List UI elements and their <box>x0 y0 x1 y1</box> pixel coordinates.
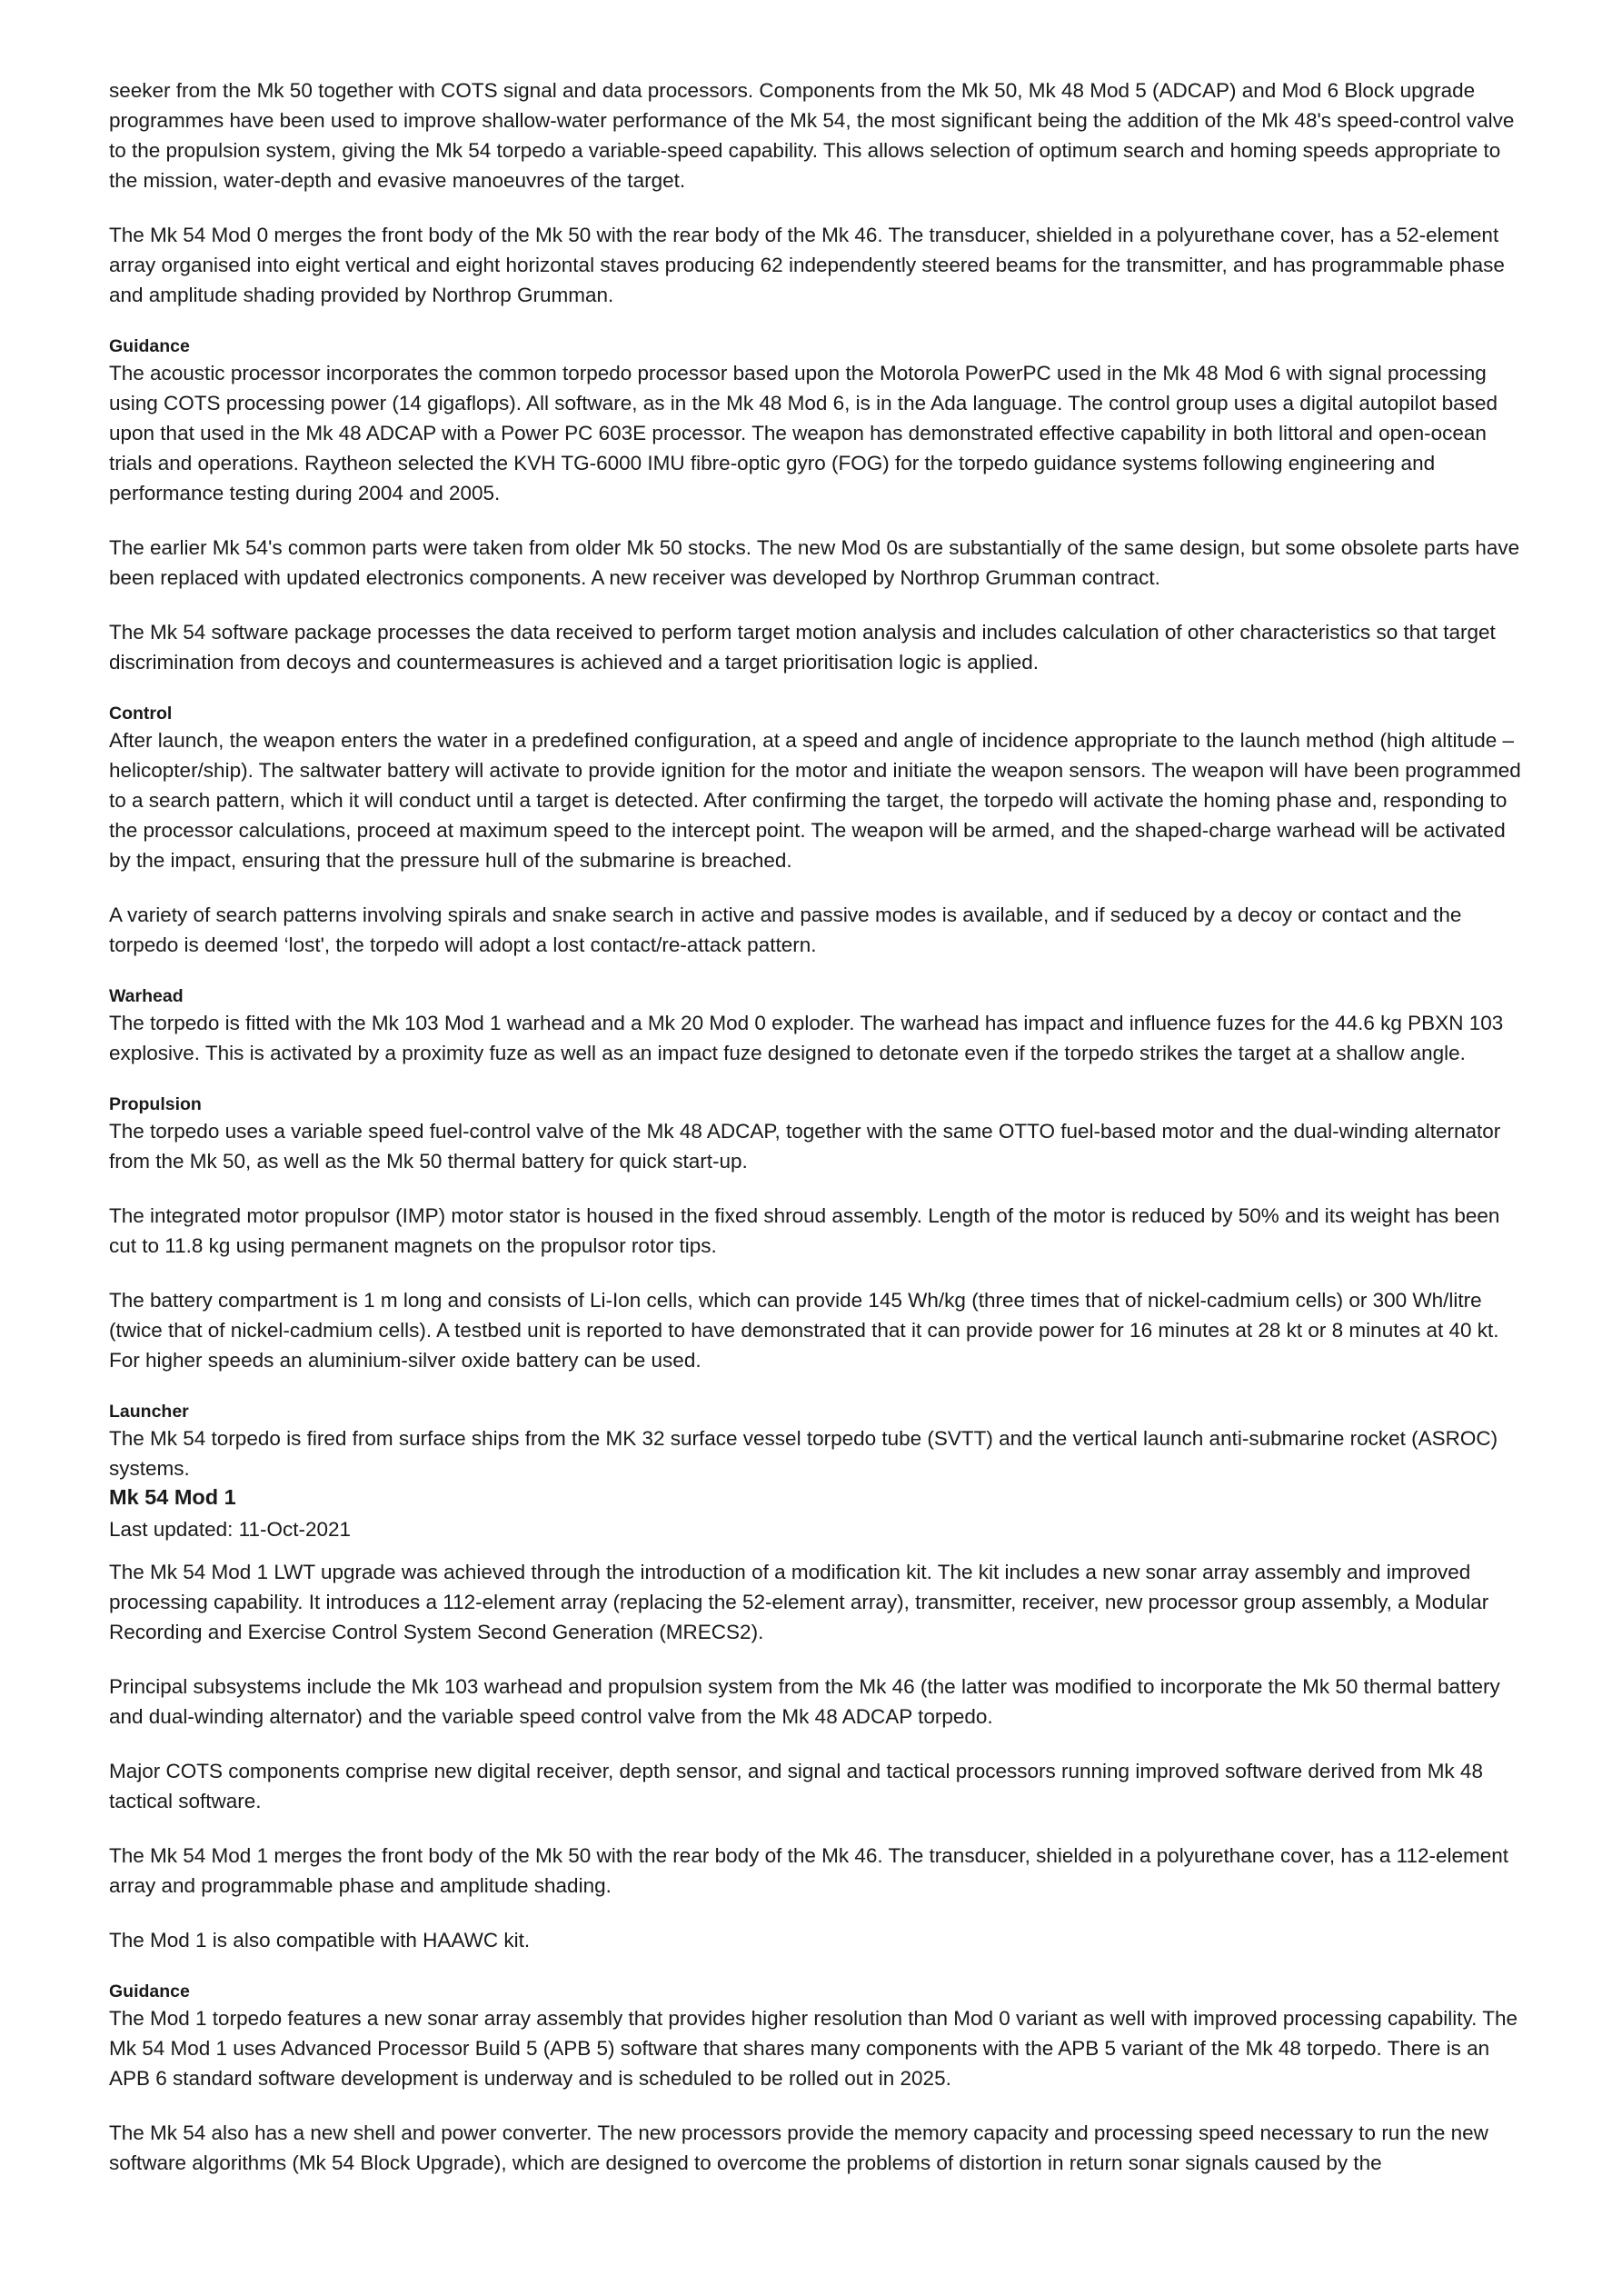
paragraph-launcher: The Mk 54 torpedo is fired from surface ships from the MK 32 surface vessel torpedo tube (SVTT) and the vertical launch anti-submarine rocket (ASROC) systems. <box>109 1427 1498 1480</box>
paragraph-fuel-control: The torpedo uses a variable speed fuel-control valve of the Mk 48 ADCAP, together with the same OTTO fuel-based motor and the dual-winding alternator from the Mk 50, as well as the Mk 50 thermal battery for quick start-up. <box>109 1120 1501 1173</box>
paragraph-principal-subsystems: Principal subsystems include the Mk 103 warhead and propulsion system from the Mk 46 (the latter was modified to incorporate the Mk 50 thermal battery and dual-winding alternator) and the variable speed control valve from the Mk 48 ADCAP torpedo. <box>109 1675 1500 1728</box>
paragraph-mod1-sonar: The Mod 1 torpedo features a new sonar array assembly that provides higher resolution than Mod 0 variant as well with improved processing capability. The Mk 54 Mod 1 uses Advanced Processor Build 5 (APB 5) software that shares many components with the APB 5 variant of the Mk 48 torpedo. There is an APB 6 standard software development is underway and is scheduled to be rolled out in 2025. <box>109 2007 1518 2090</box>
paragraph-mod0-body: The Mk 54 Mod 0 merges the front body of the Mk 50 with the rear body of the Mk 46. The transducer, shielded in a polyurethane cover, has a 52-element array organised into eight vertical and eight horizontal staves producing 62 independently steered beams for the transmitter, and has programmable phase and amplitude shading provided by Northrop Grumman. <box>109 224 1505 306</box>
document-page <box>109 75 1527 2202</box>
paragraph-mod1-body: The Mk 54 Mod 1 merges the front body of the Mk 50 with the rear body of the Mk 46. The transducer, shielded in a polyurethane cover, has a 112-element array and programmable phase and amplitude shading. <box>109 1844 1509 1897</box>
paragraph-acoustic-processor: The acoustic processor incorporates the common torpedo processor based upon the Motorola PowerPC used in the Mk 48 Mod 6 with signal processing using COTS processing power (14 gigaflops). All software, as in the Mk 48 Mod 6, is in the Ada language. The control group uses a digital autopilot based upon that used in the Mk 48 ADCAP with a Power PC 603E processor. The weapon has demonstrated effective capability in both littoral and open-ocean trials and operations. Raytheon selected the KVH TG-6000 IMU fibre-optic gyro (FOG) for the torpedo guidance systems following engineering and performance testing during 2004 and 2005. <box>109 362 1498 504</box>
paragraph-common-parts: The earlier Mk 54's common parts were taken from older Mk 50 stocks. The new Mod 0s are substantially of the same design, but some obsolete parts have been replaced with updated electronics components. A new receiver was developed by Northrop Grumman contract. <box>109 536 1520 589</box>
paragraph-mod1-upgrade: The Mk 54 Mod 1 LWT upgrade was achieved through the introduction of a modification kit. The kit includes a new sonar array assembly and improved processing capability. It introduces a 112-element array (replacing the 52-element array), transmitter, receiver, new processor group assembly, a Modular Recording and Exercise Control System Second Generation (MRECS2). <box>109 1561 1489 1643</box>
paragraph-cots-components: Major COTS components comprise new digital receiver, depth sensor, and signal and tactical processors running improved software derived from Mk 48 tactical software. <box>109 1760 1483 1812</box>
paragraph-search-patterns: A variety of search patterns involving spirals and snake search in active and passive modes is available, and if seduced by a decoy or contact and the torpedo is deemed ‘lost', the torpedo will adopt a lost contact/re-attack pattern. <box>109 903 1462 956</box>
last-updated: Last updated: 11-Oct-2021 <box>109 1518 352 1541</box>
subheading-launcher: Launcher <box>109 1402 189 1422</box>
paragraph-shell-power: The Mk 54 also has a new shell and power converter. The new processors provide the memory capacity and processing speed necessary to run the new software algorithms (Mk 54 Block Upgrade), which are designed to overcome the problems of distortion in return sonar signals caused by the <box>109 2121 1488 2174</box>
subheading-guidance: Guidance <box>109 336 190 356</box>
paragraph-haawc: The Mod 1 is also compatible with HAAWC kit. <box>109 1929 531 1952</box>
paragraph-warhead: The torpedo is fitted with the Mk 103 Mod 1 warhead and a Mk 20 Mod 0 exploder. The warhead has impact and influence fuzes for the 44.6 kg PBXN 103 explosive. This is activated by a proximity fuze as well as an impact fuze designed to detonate even if the torpedo strikes the target at a shallow angle. <box>109 1012 1504 1064</box>
subheading-guidance-mod1: Guidance <box>109 1982 190 2002</box>
paragraph-after-launch: After launch, the weapon enters the water in a predefined configuration, at a speed and angle of incidence appropriate to the launch method (high altitude – helicopter/ship). The saltwater battery will activate to provide ignition for the motor and initiate the weapon sensors. The weapon will have been programmed to a search pattern, which it will conduct until a target is detected. After confirming the target, the torpedo will activate the homing phase and, responding to the processor calculations, proceed at maximum speed to the intercept point. The weapon will be armed, and the shaped-charge warhead will be activated by the impact, ensuring that the pressure hull of the submarine is breached. <box>109 729 1521 872</box>
subheading-control: Control <box>109 704 173 724</box>
subheading-propulsion: Propulsion <box>109 1094 202 1114</box>
paragraph-seeker: seeker from the Mk 50 together with COTS signal and data processors. Components from the Mk 50, Mk 48 Mod 5 (ADCAP) and Mod 6 Block upgrade programmes have been used to improve shallow-water performance of the Mk 54, the most significant being the addition of the Mk 48's speed-control valve to the propulsion system, giving the Mk 54 torpedo a variable-speed capability. This allows selection of optimum search and homing speeds appropriate to the mission, water-depth and evasive manoeuvres of the target. <box>109 79 1515 192</box>
section-title-mk54-mod1: Mk 54 Mod 1 <box>109 1485 236 1509</box>
paragraph-software-package: The Mk 54 software package processes the data received to perform target motion analysis and includes calculation of other characteristics so that target discrimination from decoys and countermeasures is achieved and a target prioritisation logic is applied. <box>109 621 1496 674</box>
paragraph-imp-motor: The integrated motor propulsor (IMP) motor stator is housed in the fixed shroud assembly. Length of the motor is reduced by 50% and its weight has been cut to 11.8 kg using permanent magnets on the propulsor rotor tips. <box>109 1204 1500 1257</box>
paragraph-battery: The battery compartment is 1 m long and consists of Li-Ion cells, which can provide 145 Wh/kg (three times that of nickel-cadmium cells) or 300 Wh/litre (twice that of nickel-cadmium cells). A testbed unit is reported to have demonstrated that it can provide power for 16 minutes at 28 kt or 8 minutes at 40 kt. For higher speeds an aluminium-silver oxide battery can be used. <box>109 1289 1499 1372</box>
subheading-warhead: Warhead <box>109 986 184 1006</box>
